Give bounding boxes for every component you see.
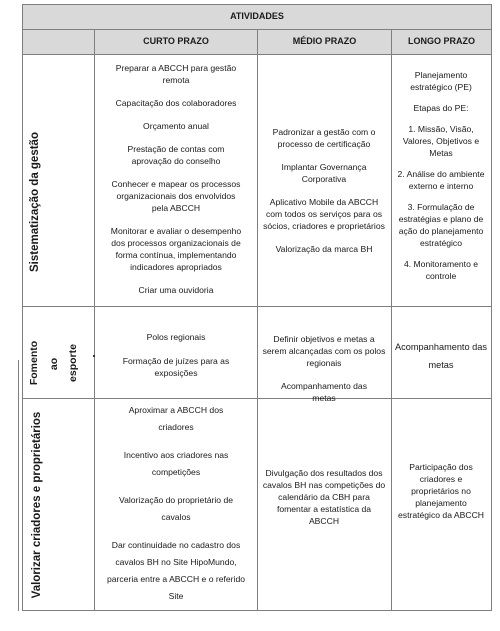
list-item: Acompanhamento das metas [395, 342, 487, 370]
list-item: Conhecer e mapear os processos organizacionais dos envolvidos pela ABCCH [111, 179, 241, 213]
list-item: Padronizar a gestão com o processo de certificação [272, 127, 376, 149]
row-divider [23, 306, 491, 307]
header-short-term: CURTO PRAZO [95, 30, 257, 55]
row3-medium-term [261, 467, 387, 527]
row3-short-term [99, 402, 253, 605]
stray-dot [93, 355, 95, 357]
list-item: Dar continuidade no cadastro dos cavalos BH no Site HipoMundo, parceria entre a ABCCH e o referido Site [106, 540, 246, 601]
header-label-blank [23, 30, 94, 55]
row-label-fomento: Fomento [28, 340, 40, 386]
list-item: Etapas do PE: [413, 103, 469, 113]
row-divider [23, 398, 491, 399]
row-label-gestao: Sistematização da gestão [29, 132, 41, 272]
header-long-term: LONGO PRAZO [392, 30, 491, 55]
list-item: Definir objetivos e metas a serem alcançadas com os polos regionais [262, 334, 386, 368]
column-divider [391, 30, 392, 610]
list-item: Participação dos criadores e proprietários no planejamento estratégico da ABCCH [398, 462, 484, 520]
list-item: Capacitação dos colaboradores [115, 98, 237, 108]
list-item: Aproximar a ABCCH dos criadores [128, 405, 224, 432]
left-edge-line [18, 360, 19, 611]
column-divider [257, 30, 258, 610]
row1-long-term [395, 69, 487, 282]
row1-short-term [99, 62, 253, 296]
list-item: Polos regionais [146, 332, 206, 342]
header-medium-term: MÉDIO PRAZO [258, 30, 391, 55]
list-item: Acompanhamento das metas [281, 381, 367, 403]
row2-long-term [395, 338, 487, 374]
column-divider [94, 30, 95, 610]
activities-table [22, 4, 492, 611]
list-item: Valorização do proprietário de cavalos [118, 495, 233, 522]
list-item: Implantar Governança Corporativa [281, 162, 367, 184]
list-item: Orçamento anual [143, 121, 209, 131]
list-item: Monitorar e avaliar o desempenho dos processos organizacionais de forma contínua, implementando indicadores apropriados [110, 226, 242, 272]
list-item: Preparar a ABCCH para gestão remota [115, 63, 237, 85]
list-item: Criar uma ouvidoria [138, 285, 214, 295]
list-item: Prestação de contas com aprovação do conselho [127, 144, 225, 166]
list-item: 4. Monitoramento e controle [403, 259, 479, 281]
list-item: 1. Missão, Visão, Valores, Objetivos e Metas [402, 124, 480, 158]
list-item: Aplicativo Mobile da ABCCH com todos os serviços para os sócios, criadores e proprietários [263, 197, 385, 231]
list-item: Planejamento estratégico (PE) [410, 70, 472, 92]
list-item: Incentivo aos criadores nas competições [123, 450, 229, 477]
table-title: ATIVIDADES [23, 5, 491, 30]
list-item: Divulgação dos resultados dos cavalos BH nas competições do calendário da CBH para fomentar a estatística da ABCCH [262, 468, 386, 526]
row3-long-term [395, 461, 487, 521]
row-label-ao: ao [48, 357, 60, 371]
list-item: 3. Formulação de estratégias e plano de ação do planejamento estratégico [398, 202, 484, 248]
row-label-esporte: esporte [67, 344, 79, 382]
row2-short-term [99, 331, 253, 379]
row2-medium-term [261, 333, 387, 404]
row-label-valorizar: Valorizar criadores e proprietários [31, 411, 43, 599]
list-item: Valorização da marca BH [275, 244, 373, 254]
list-item: Formação de juízes para as exposições [122, 356, 230, 378]
list-item: 2. Análise do ambiente externo e interno [397, 169, 485, 191]
row1-medium-term [261, 126, 387, 255]
